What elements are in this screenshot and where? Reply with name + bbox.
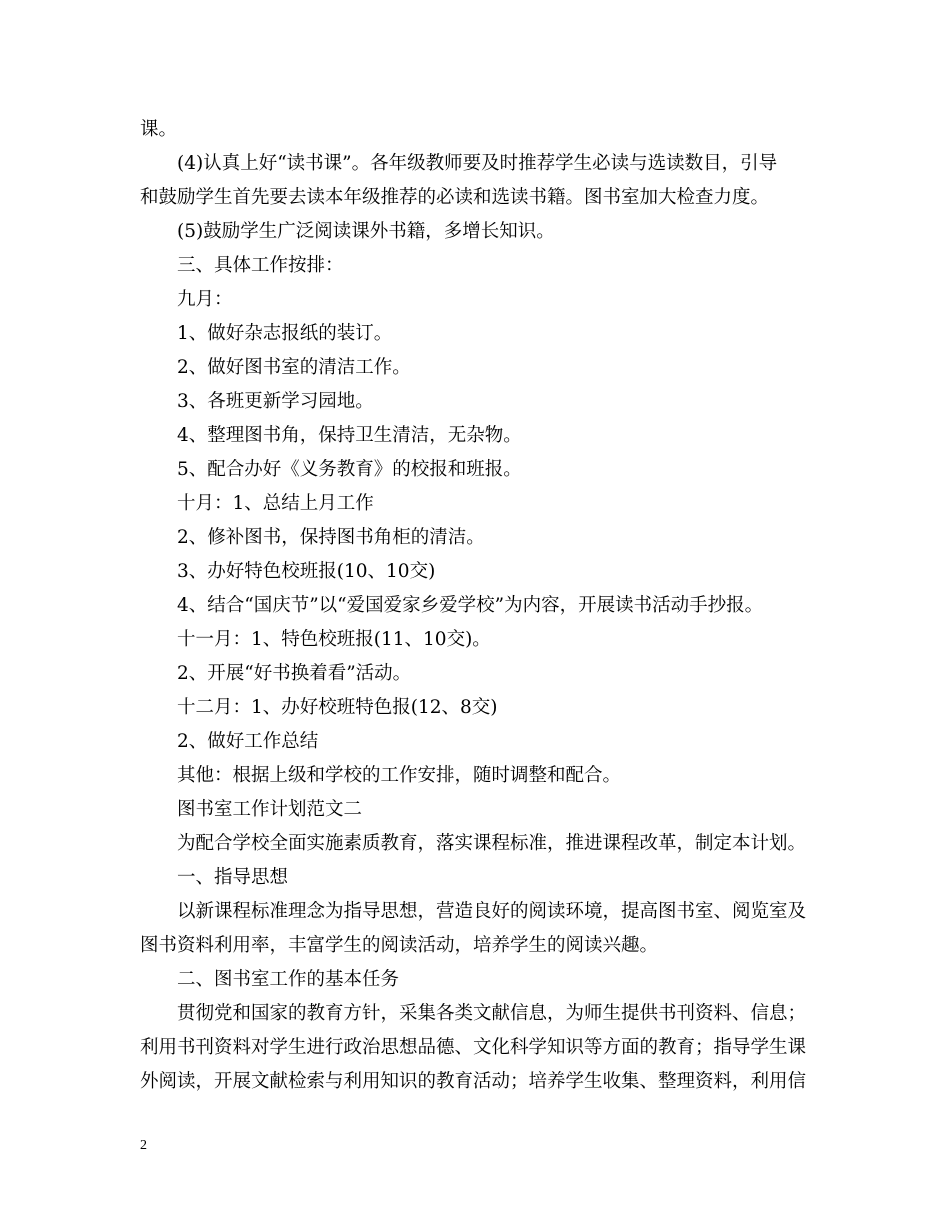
paragraph: [140, 691, 830, 725]
paragraph: [140, 589, 830, 623]
text-line: 贯彻党和国家的教育方针，采集各类文献信息，为师生提供书刊资料、信息；: [177, 1003, 807, 1024]
paragraph: [140, 725, 830, 759]
paragraph: [140, 453, 830, 487]
text-line: 利用书刊资料对学生进行政治思想品德、文化科学知识等方面的教育；指导学生课: [140, 1037, 807, 1058]
text-line: 为配合学校全面实施素质教育，落实课程标准，推进课程改革，制定本计划。: [177, 833, 807, 854]
text-line: 三、具体工作按排：: [177, 255, 344, 276]
paragraph: [140, 963, 830, 997]
text-line: 4、结合“国庆节”以“爱国爱家乡爱学校”为内容，开展读书活动手抄报。: [177, 595, 764, 616]
paragraph: [140, 385, 830, 419]
text-line: 和鼓励学生首先要去读本年级推荐的必读和选读书籍。图书室加大检查力度。: [140, 187, 770, 208]
paragraph: [140, 759, 830, 793]
text-line: 1、做好杂志报纸的装订。: [177, 323, 393, 344]
text-line: 一、指导思想: [177, 867, 289, 888]
document-body: [140, 113, 830, 1099]
paragraph: [140, 215, 830, 249]
text-line: 2、开展“好书换着看”活动。: [177, 663, 412, 684]
text-line: 2、做好图书室的清洁工作。: [177, 357, 411, 378]
paragraph: [140, 147, 830, 215]
paragraph: [140, 487, 830, 521]
text-line: (4)认真上好“读书课”。各年级教师要及时推荐学生必读与选读数目，引导: [177, 153, 778, 174]
paragraph: [140, 895, 830, 963]
paragraph: [140, 657, 830, 691]
paragraph: [140, 317, 830, 351]
text-line: 二、图书室工作的基本任务: [177, 969, 400, 990]
text-line: 3、办好特色校班报(10、10交): [177, 561, 436, 582]
text-line: 图书资料利用率，丰富学生的阅读活动，培养学生的阅读兴趣。: [140, 935, 659, 956]
paragraph: [140, 113, 830, 147]
text-line: 4、整理图书角，保持卫生清洁，无杂物。: [177, 425, 522, 446]
text-line: 以新课程标准理念为指导思想，营造良好的阅读环境，提高图书室、阅览室及: [177, 901, 807, 922]
text-line: 3、各班更新学习园地。: [177, 391, 374, 412]
text-line: 5、配合办好《义务教育》的校报和班报。: [177, 459, 522, 480]
paragraph: [140, 249, 830, 283]
text-line: 其他：根据上级和学校的工作安排，随时调整和配合。: [177, 765, 622, 786]
text-line: 九月：: [177, 289, 233, 310]
text-line: 图书室工作计划范文二: [177, 799, 363, 820]
text-line: 外阅读，开展文献检索与利用知识的教育活动；培养学生收集、整理资料，利用信: [140, 1071, 807, 1092]
paragraph: [140, 521, 830, 555]
text-line: 十一月：1、特色校班报(11、10交)。: [177, 629, 491, 650]
text-line: 2、做好工作总结: [177, 731, 319, 752]
paragraph: [140, 623, 830, 657]
text-line: (5)鼓励学生广泛阅读课外书籍，多增长知识。: [177, 221, 555, 242]
paragraph: [140, 861, 830, 895]
paragraph: [140, 283, 830, 317]
paragraph: [140, 793, 830, 827]
paragraph: [140, 419, 830, 453]
paragraph: [140, 351, 830, 385]
text-line: 十二月：1、办好校班特色报(12、8交): [177, 697, 498, 718]
text-line: 课。: [140, 119, 178, 140]
text-line: 2、修补图书，保持图书角柜的清洁。: [177, 527, 485, 548]
paragraph: [140, 827, 830, 861]
page-number: 2: [140, 1138, 147, 1153]
text-line: 十月：1、总结上月工作: [177, 493, 374, 514]
paragraph: [140, 555, 830, 589]
paragraph: [140, 997, 830, 1099]
